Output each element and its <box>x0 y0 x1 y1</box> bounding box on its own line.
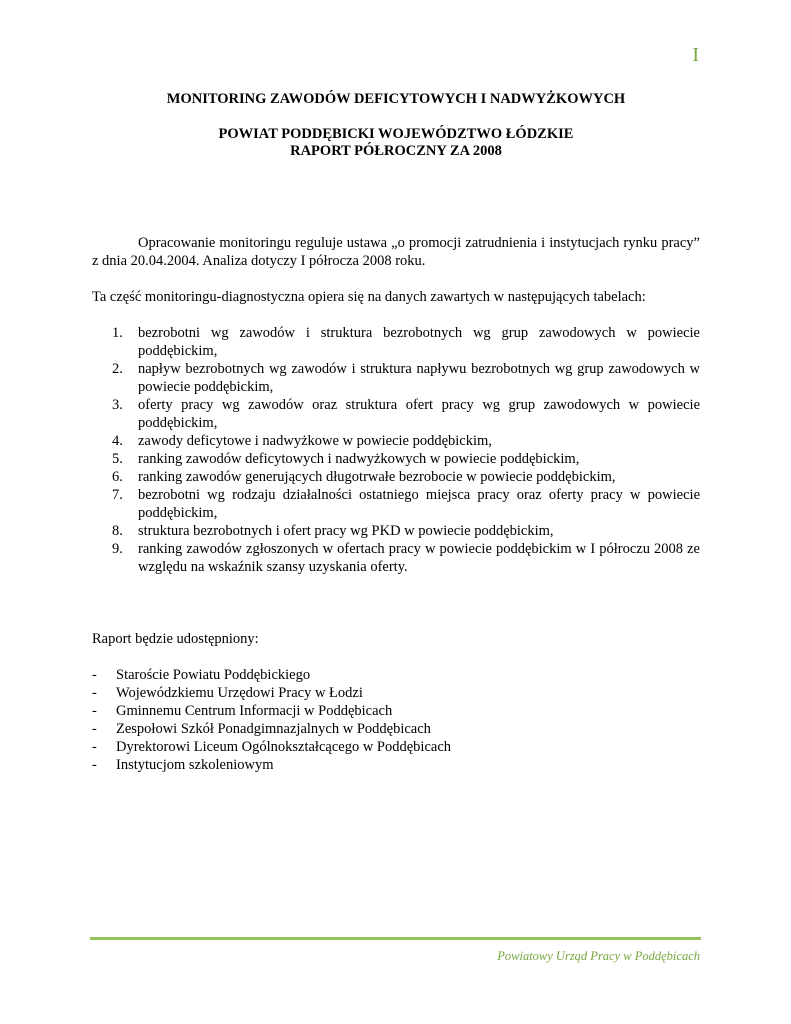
list-item <box>92 468 700 486</box>
page-number: I <box>692 44 699 66</box>
list-dash: - <box>92 703 97 719</box>
list-item-number: 1. <box>112 325 123 341</box>
tables-list <box>92 324 700 576</box>
list-item-number: 2. <box>112 361 123 377</box>
list-item-number: 6. <box>112 469 123 485</box>
list-item-text: struktura bezrobotnych i ofert pracy wg PKD w powiecie poddębickim, <box>138 523 554 539</box>
list-dash: - <box>92 739 97 755</box>
document-subtitle-report: RAPORT PÓŁROCZNY ZA 2008 <box>290 143 502 159</box>
list-item <box>92 450 700 468</box>
list-item-text: Gminnemu Centrum Informacji w Poddębicach <box>116 703 393 719</box>
list-dash: - <box>92 757 97 773</box>
list-item-text: Staroście Powiatu Poddębickiego <box>116 667 311 683</box>
list-item-text: ranking zawodów deficytowych i nadwyżkowych w powiecie poddębickim, <box>138 451 580 467</box>
list-item-number: 4. <box>112 433 123 449</box>
list-item <box>92 522 700 540</box>
availability-paragraph: Raport będzie udostępniony: <box>92 631 259 647</box>
list-item <box>92 666 700 684</box>
list-item-text: Instytucjom szkoleniowym <box>116 757 274 773</box>
document-subtitle-region: POWIAT PODDĘBICKI WOJEWÓDZTWO ŁÓDZKIE <box>218 126 574 142</box>
intro-paragraph: Opracowanie monitoringu reguluje ustawa „o promocji zatrudnienia i instytucjach rynku pracy” z dnia 20.04.2004. Analiza dotyczy I półrocza 2008 roku. <box>92 235 700 269</box>
list-dash: - <box>92 667 97 683</box>
list-item-number: 3. <box>112 397 123 413</box>
list-item-number: 8. <box>112 523 123 539</box>
list-item <box>92 360 700 396</box>
list-item <box>92 756 700 774</box>
list-item-text: oferty pracy wg zawodów oraz struktura ofert pracy wg grup zawodowych w powiecie poddębickim, <box>138 397 700 431</box>
list-item-text: Zespołowi Szkół Ponadgimnazjalnych w Poddębicach <box>116 721 431 737</box>
list-item-text: Wojewódzkiemu Urzędowi Pracy w Łodzi <box>116 685 363 701</box>
recipients-list <box>92 666 700 774</box>
list-item-text: zawody deficytowe i nadwyżkowe w powiecie poddębickim, <box>138 433 492 449</box>
tables-lead-paragraph: Ta część monitoringu-diagnostyczna opiera się na danych zawartych w następujących tabelach: <box>92 289 646 305</box>
list-item-number: 9. <box>112 541 123 557</box>
list-item <box>92 540 700 576</box>
document-title: MONITORING ZAWODÓW DEFICYTOWYCH I NADWYŻKOWYCH <box>166 91 626 107</box>
list-item <box>92 486 700 522</box>
list-item <box>92 702 700 720</box>
list-item-text: bezrobotni wg rodzaju działalności ostatniego miejsca pracy oraz oferty pracy w powiecie poddębickim, <box>138 487 700 521</box>
list-item-number: 5. <box>112 451 123 467</box>
list-item-number: 7. <box>112 487 123 503</box>
footer-divider <box>90 937 701 940</box>
document-body <box>92 234 700 774</box>
footer-office-name: Powiatowy Urząd Pracy w Poddębicach <box>497 949 700 963</box>
list-item <box>92 684 700 702</box>
list-item <box>92 738 700 756</box>
list-item-text: Dyrektorowi Liceum Ogólnokształcącego w Poddębicach <box>116 739 452 755</box>
list-item <box>92 720 700 738</box>
list-item <box>92 396 700 432</box>
list-item <box>92 432 700 450</box>
title-block <box>92 91 700 160</box>
list-item <box>92 324 700 360</box>
list-item-text: bezrobotni wg zawodów i struktura bezrobotnych wg grup zawodowych w powiecie poddębickim, <box>138 325 700 359</box>
list-dash: - <box>92 685 97 701</box>
list-item-text: napływ bezrobotnych wg zawodów i struktura napływu bezrobotnych wg grup zawodowych w powiecie poddębickim, <box>138 361 700 395</box>
list-item-text: ranking zawodów generujących długotrwałe bezrobocie w powiecie poddębickim, <box>138 469 616 485</box>
list-item-text: ranking zawodów zgłoszonych w ofertach pracy w powiecie poddębickim w I półroczu 2008 ze względu na wskaźnik szansy uzyskania oferty. <box>138 541 700 575</box>
list-dash: - <box>92 721 97 737</box>
